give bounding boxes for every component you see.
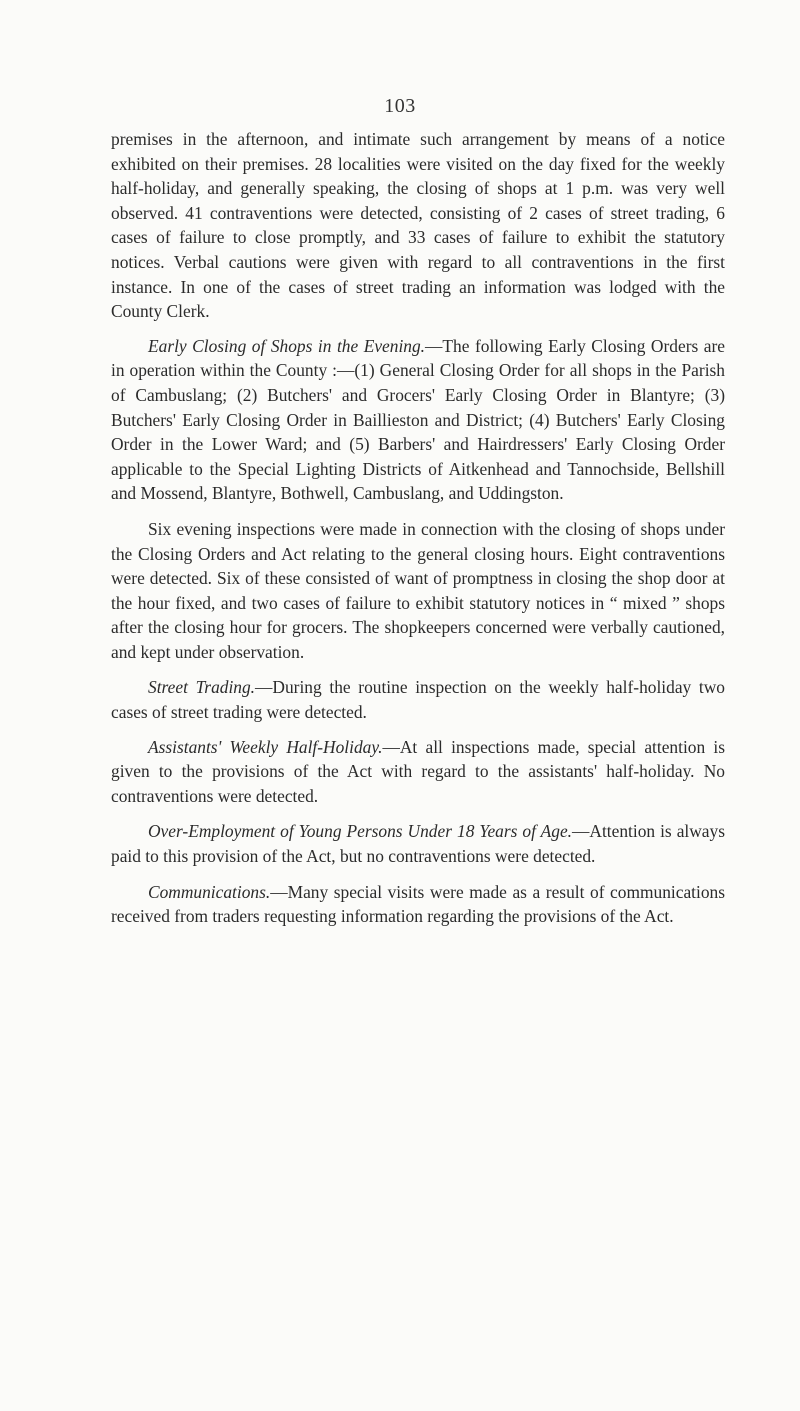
paragraph-text: Six evening inspections were made in connection with the closing of shops under the Closing Orders and Act relating to the general closing hours. Eight contraventions were detected. Six of these consisted of want of promptness in closing the shop door at the hour fixed, and two cases of failure to exhibit statutory notices in “ mixed ” shops after the closing hour for grocers. The shopkeepers concerned were verbally cautioned, and kept under observation. <box>111 518 725 662</box>
document-body <box>111 127 725 929</box>
section-heading-over-employment: Over-Employment of Young Persons Under 18 Years of Age. <box>148 821 573 842</box>
section-heading-assistants-half-holiday: Assistants' Weekly Half-Holiday. <box>148 736 383 757</box>
section-heading-communications: Communications. <box>148 881 271 902</box>
paragraph-over-employment <box>111 819 725 868</box>
paragraph-evening-inspections <box>111 517 725 665</box>
section-heading-street-trading: Street Trading. <box>148 677 256 698</box>
paragraph-text: —During the routine inspection on the weekly half-holiday two cases of street trading were detected. <box>111 677 725 723</box>
paragraph-text: —At all inspections made, special attention is given to the provisions of the Act with regard to the assistants' half-holiday. No contraventions were detected. <box>111 736 725 806</box>
paragraph-text: —Many special visits were made as a result of communications received from traders requesting information regarding the provisions of the Act. <box>111 881 725 927</box>
paragraph-text: premises in the afternoon, and intimate such arrangement by means of a notice exhibited on their premises. 28 localities were visited on the day fixed for the weekly half-holiday, and generally speaking, the closing of shops at 1 p.m. was very well observed. 41 contraventions were detected, consisting of 2 cases of street trading, 6 cases of failure to close promptly, and 33 cases of failure to exhibit the statutory notices. Verbal cautions were given with regard to all contraventions in the first instance. In one of the cases of street trading an information was lodged with the County Clerk. <box>111 129 725 322</box>
paragraph-street-trading <box>111 675 725 724</box>
paragraph-text: —Attention is always paid to this provision of the Act, but no contraventions were detected. <box>111 821 725 867</box>
paragraph-assistants-half-holiday <box>111 735 725 809</box>
page-number: 103 <box>384 95 416 117</box>
paragraph-text: —The following Early Closing Orders are in operation within the County :—(1) General Closing Order for all shops in the Parish of Cambuslang; (2) Butchers' and Grocers' Early Closing Order in Blantyre; (3) Butchers' Early Closing Order in Baillieston and District; (4) Butchers' Early Closing Order in the Lower Ward; and (5) Barbers' and Hairdressers' Early Closing Order applicable to the Special Lighting Districts of Aitkenhead and Tannochside, Bellshill and Mossend, Blantyre, Bothwell, Cambuslang, and Uddingston. <box>111 335 725 504</box>
paragraph-communications <box>111 880 725 929</box>
paragraph-premises <box>111 127 725 324</box>
paragraph-early-closing <box>111 334 725 506</box>
section-heading-early-closing: Early Closing of Shops in the Evening. <box>148 335 426 356</box>
